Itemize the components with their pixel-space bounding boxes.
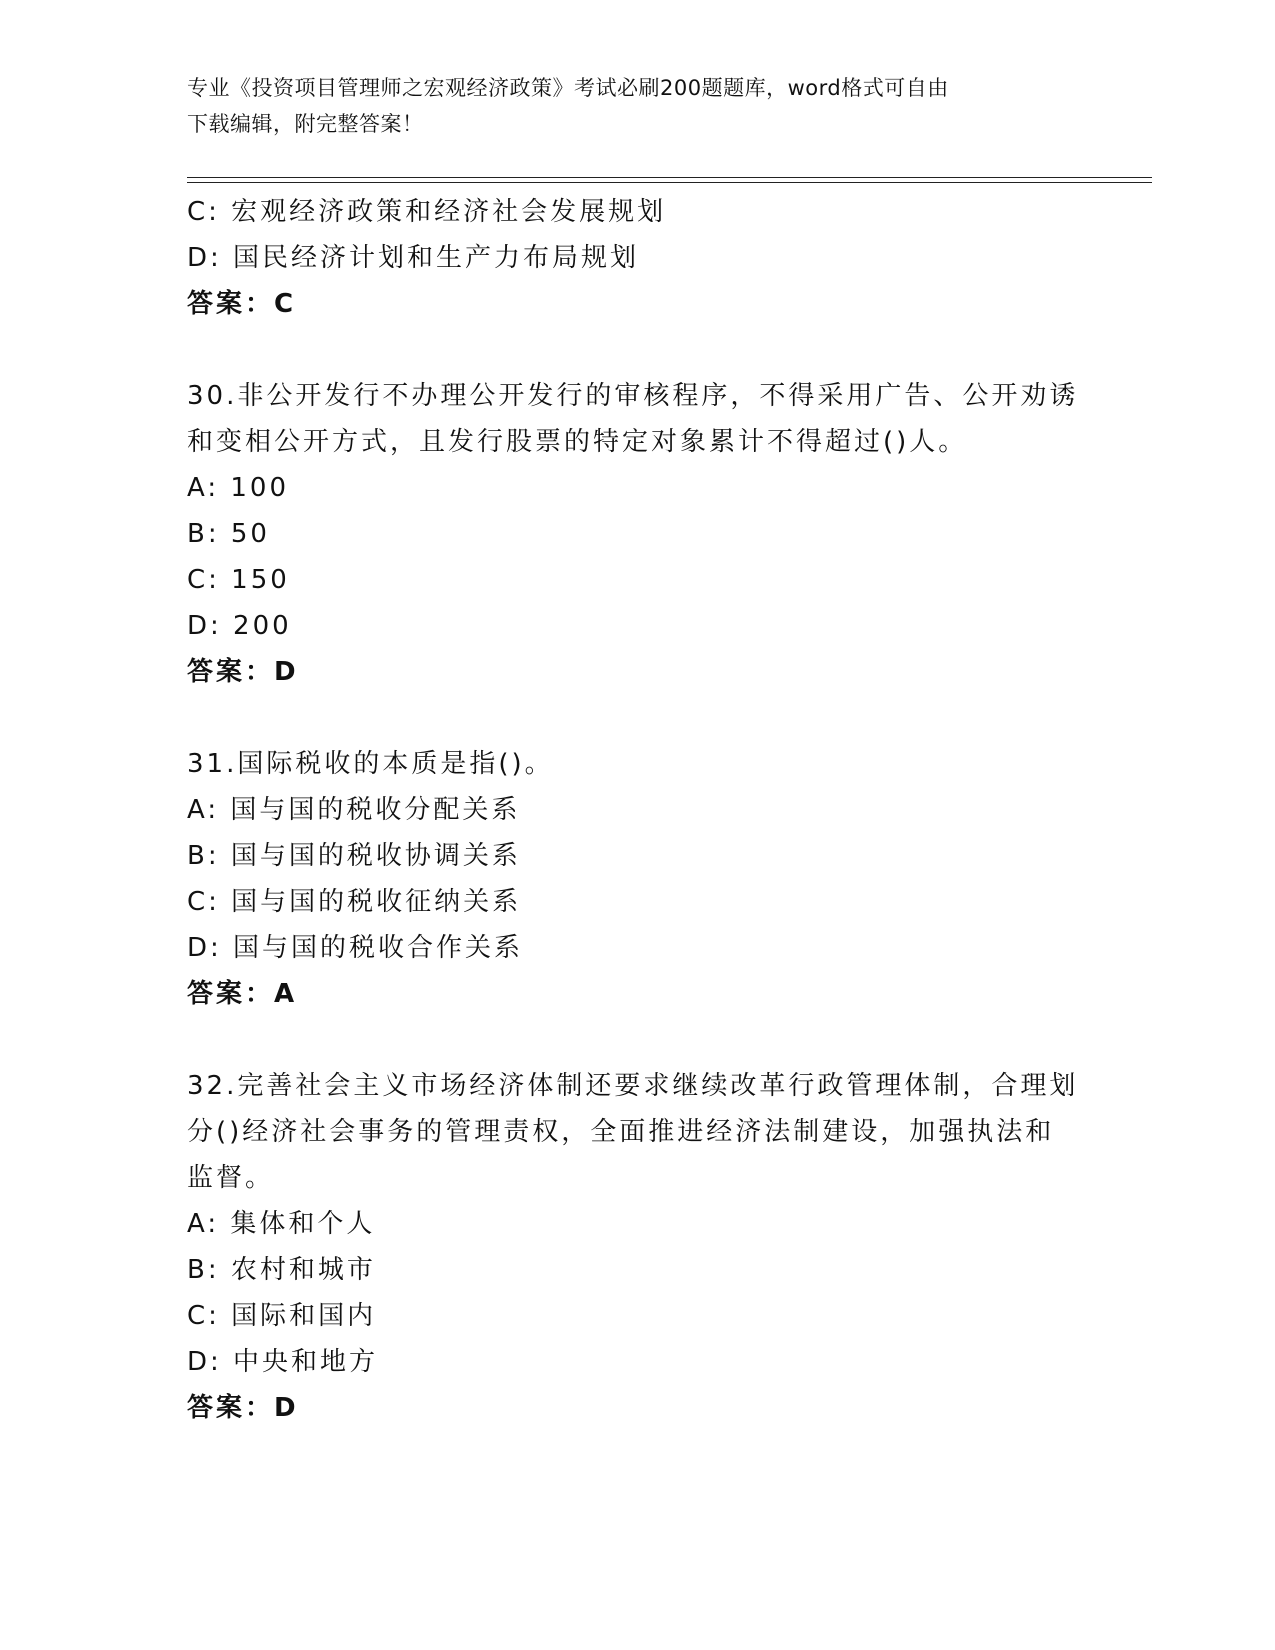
option-a: A: 国与国的税收分配关系 (187, 795, 521, 825)
answer-line: 答案：D (187, 657, 299, 687)
question-stem: 31.国际税收的本质是指()。 (187, 749, 554, 779)
option-b: B: 农村和城市 (187, 1255, 376, 1285)
option-a: A: 集体和个人 (187, 1209, 376, 1239)
answer-line: 答案：A (187, 979, 298, 1009)
question-stem: 30.非公开发行不办理公开发行的审核程序，不得采用广告、公开劝诱 (187, 381, 1079, 411)
spacer (187, 327, 1087, 373)
option-a: A: 100 (187, 473, 289, 503)
option-b: B: 50 (187, 519, 270, 549)
answer-line: 答案：C (187, 289, 297, 319)
option-d: D: 200 (187, 611, 292, 641)
option-b: B: 国与国的税收协调关系 (187, 841, 521, 871)
option-d: D: 中央和地方 (187, 1347, 379, 1377)
option-c: C: 国与国的税收征纳关系 (187, 887, 522, 917)
document-header (187, 70, 1067, 142)
header-line-1: 专业《投资项目管理师之宏观经济政策》考试必刷200题题库，word格式可自由 (187, 76, 949, 100)
question-stem: 和变相公开方式，且发行股票的特定对象累计不得超过()人。 (187, 427, 968, 457)
answer-line: 答案：D (187, 1393, 299, 1423)
question-31 (187, 741, 1087, 1017)
option-c: C: 宏观经济政策和经济社会发展规划 (187, 197, 667, 227)
question-30 (187, 373, 1087, 695)
option-d: D: 国与国的税收合作关系 (187, 933, 524, 963)
option-c: C: 国际和国内 (187, 1301, 377, 1331)
question-list (187, 189, 1087, 1431)
header-divider-top (187, 177, 1152, 178)
question-stem: 分()经济社会事务的管理责权，全面推进经济法制建设，加强执法和 (187, 1117, 1055, 1147)
previous-question-tail (187, 189, 1087, 327)
header-line-2: 下载编辑，附完整答案！ (187, 112, 424, 136)
option-d: D: 国民经济计划和生产力布局规划 (187, 243, 640, 273)
spacer (187, 695, 1087, 741)
question-stem: 监督。 (187, 1163, 275, 1193)
header-divider-bottom (187, 182, 1152, 183)
question-32 (187, 1063, 1087, 1431)
spacer (187, 1017, 1087, 1063)
option-c: C: 150 (187, 565, 290, 595)
question-stem: 32.完善社会主义市场经济体制还要求继续改革行政管理体制，合理划 (187, 1071, 1079, 1101)
